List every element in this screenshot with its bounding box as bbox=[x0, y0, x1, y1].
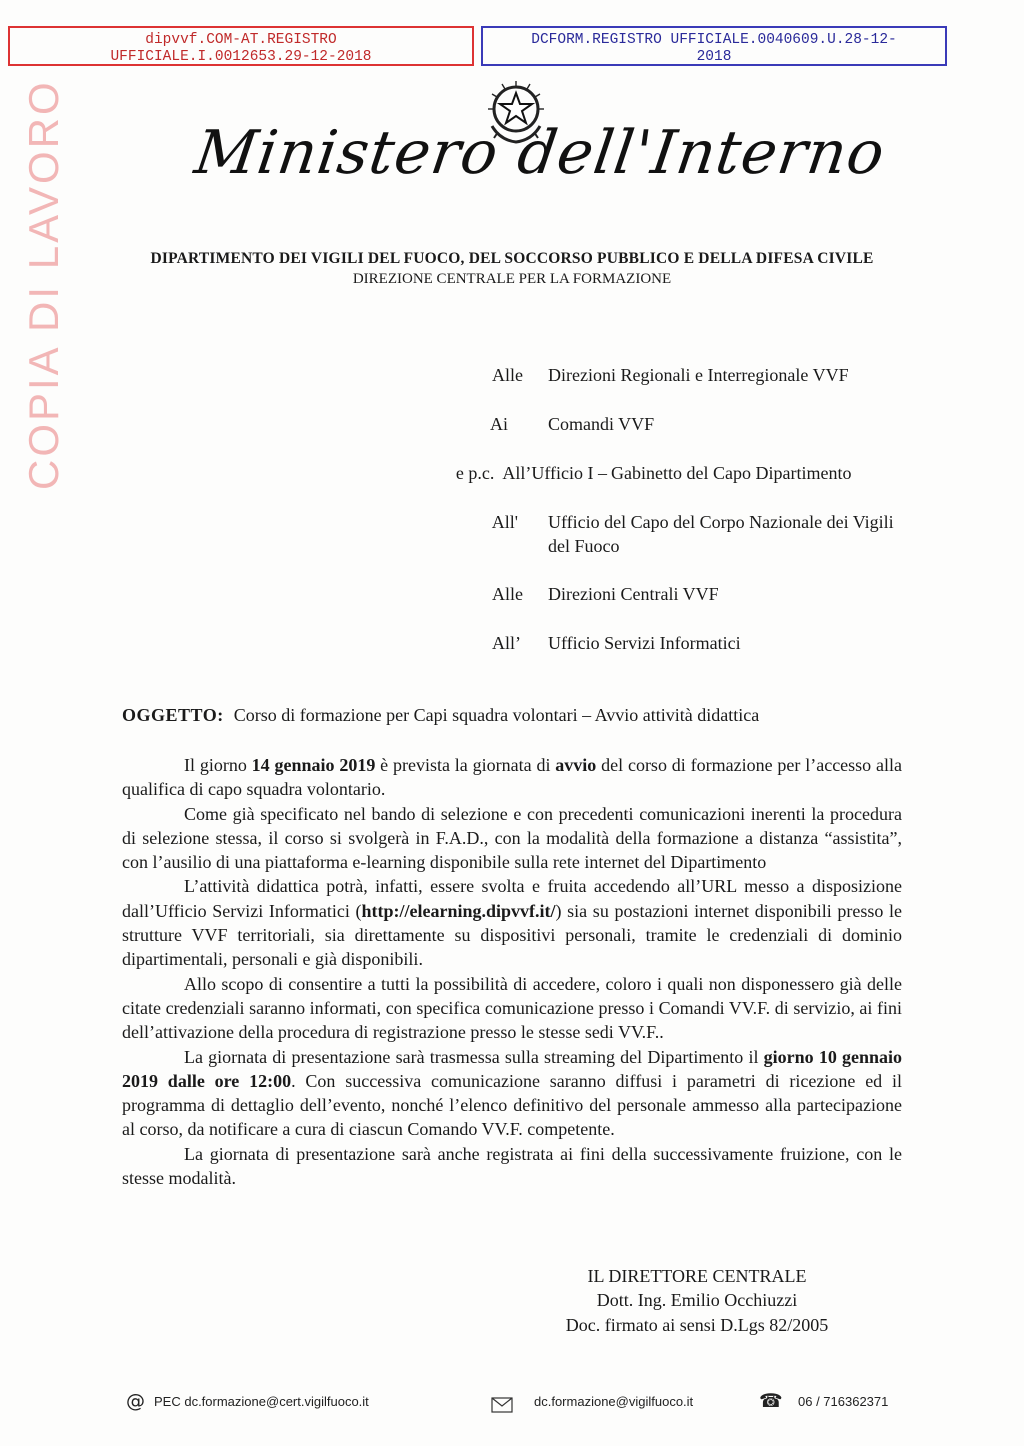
subject-line bbox=[122, 705, 759, 726]
body-paragraph: La giornata di presentazione sarà anche registrata ai fini della successivamente fruizione, con le stesse modalità. bbox=[122, 1143, 902, 1189]
footer-pec: PEC dc.formazione@cert.vigilfuoco.it bbox=[154, 1394, 369, 1409]
date-highlight: giorno 10 gennaio 2019 dalle ore 12:00 bbox=[122, 1046, 903, 1091]
department-name: DIPARTIMENTO DEI VIGILI DEL FUOCO, DEL SOCCORSO PUBBLICO E DELLA DIFESA CIVILE bbox=[150, 250, 874, 267]
text-highlight: avvio bbox=[555, 755, 597, 775]
recipient-text: Direzioni Centrali VVF bbox=[548, 584, 719, 604]
text-run: ) sia su postazioni internet disponibili presso le strutture VVF territoriali, sia direttamente su dispositivi personali, tramite le credenziali di dominio dipartimentali, personali e già disponibili. bbox=[122, 900, 902, 970]
signature-note: Doc. firmato ai sensi D.Lgs 82/2005 bbox=[565, 1315, 829, 1335]
recipient-prefix: All' bbox=[491, 512, 518, 532]
text-run: La giornata di presentazione sarà trasmessa sulla streaming del Dipartimento il bbox=[184, 1046, 764, 1067]
body-paragraph: Come già specificato nel bando di selezione e con precedenti comunicazioni inerenti la procedura di selezione stessa, il corso si svolgerà in F.A.D., con la modalità della formazione a distanza “assistita”, con l’ausilio di una piattaforma e-learning disponibile sulla rete internet del Dipartimento bbox=[122, 803, 902, 873]
recipient-prefix: Alle bbox=[492, 365, 523, 385]
stamp-line: 2018 bbox=[696, 49, 732, 65]
body-paragraph: Allo scopo di consentire a tutti la possibilità di accedere, coloro i quali non disponessero già delle citate credenziali saranno informati, con specifica comunicazione presso i Comandi VV.F. di servizio, ai fini dell’attivazione della procedura di registrazione presso le stesse sedi VV.F.. bbox=[122, 973, 902, 1043]
phone-icon: ☎ bbox=[759, 1390, 783, 1412]
body-paragraph bbox=[122, 874, 902, 971]
subject-text: Corso di formazione per Capi squadra volontari – Avvio attività didattica bbox=[233, 705, 760, 725]
text-run: L’attività didattica potrà, infatti, essere svolta e fruita accedendo all’URL messo a disposizione dall’Ufficio Servizi Informatici ( bbox=[122, 876, 902, 921]
recipient-prefix: All’ bbox=[492, 633, 521, 653]
recipient-text: Direzioni Regionali e Interregionale VVF bbox=[548, 365, 849, 385]
date-highlight: 14 gennaio 2019 bbox=[251, 755, 376, 775]
stamp-line: dipvvf.COM-AT.REGISTRO bbox=[145, 32, 337, 48]
recipient-text: Gabinetto del Capo Dipartimento bbox=[611, 463, 852, 483]
signature-name: Dott. Ing. Emilio Occhiuzzi bbox=[596, 1290, 798, 1310]
at-sign-icon: @ bbox=[126, 1390, 145, 1412]
protocol-stamp-outgoing bbox=[481, 26, 947, 66]
mail-icon bbox=[491, 1397, 513, 1413]
elearning-url: http://elearning.dipvvf.it/ bbox=[361, 900, 556, 921]
stamp-line: UFFICIALE.I.0012653.29-12-2018 bbox=[110, 49, 372, 65]
ministry-title: Ministero dell'Interno bbox=[190, 118, 890, 188]
subject-label: OGGETTO: bbox=[122, 705, 224, 725]
text-run: del corso di formazione per l’accesso alla qualifica di capo squadra volontario. bbox=[122, 755, 902, 800]
recipient-text: Ufficio Servizi Informatici bbox=[548, 633, 741, 653]
direction-name: DIREZIONE CENTRALE PER LA FORMAZIONE bbox=[352, 271, 672, 287]
recipient-prefix: e p.c. All’Ufficio I – bbox=[455, 463, 607, 483]
recipient-text: Ufficio del Capo del Corpo Nazionale dei Vigili del Fuoco bbox=[548, 512, 894, 556]
recipient-text: Comandi VVF bbox=[548, 414, 655, 434]
body-paragraph bbox=[122, 1045, 902, 1142]
recipient-prefix: Ai bbox=[490, 414, 508, 434]
stamp-line: DCFORM.REGISTRO UFFICIALE.0040609.U.28-12- bbox=[531, 32, 897, 48]
recipient-prefix: Alle bbox=[492, 584, 523, 604]
text-run: Il giorno bbox=[184, 755, 252, 775]
text-run: è prevista la giornata di bbox=[375, 755, 556, 775]
watermark: COPIA DI LAVORO bbox=[20, 79, 67, 490]
text-run: . Con successiva comunicazione saranno diffusi i parametri di ricezione ed il programma di dettaglio dell’evento, nonché l’elenco definitivo del personale ammesso alla partecipazione al corso, da notificare a cura di ciascun Comando VV.F. competente. bbox=[122, 1070, 902, 1140]
body-paragraph bbox=[122, 753, 902, 802]
signature-title: IL DIRETTORE CENTRALE bbox=[587, 1266, 807, 1286]
footer-email: dc.formazione@vigilfuoco.it bbox=[534, 1394, 694, 1409]
letter-body bbox=[122, 753, 902, 1190]
footer-phone: 06 / 716362371 bbox=[798, 1394, 889, 1409]
